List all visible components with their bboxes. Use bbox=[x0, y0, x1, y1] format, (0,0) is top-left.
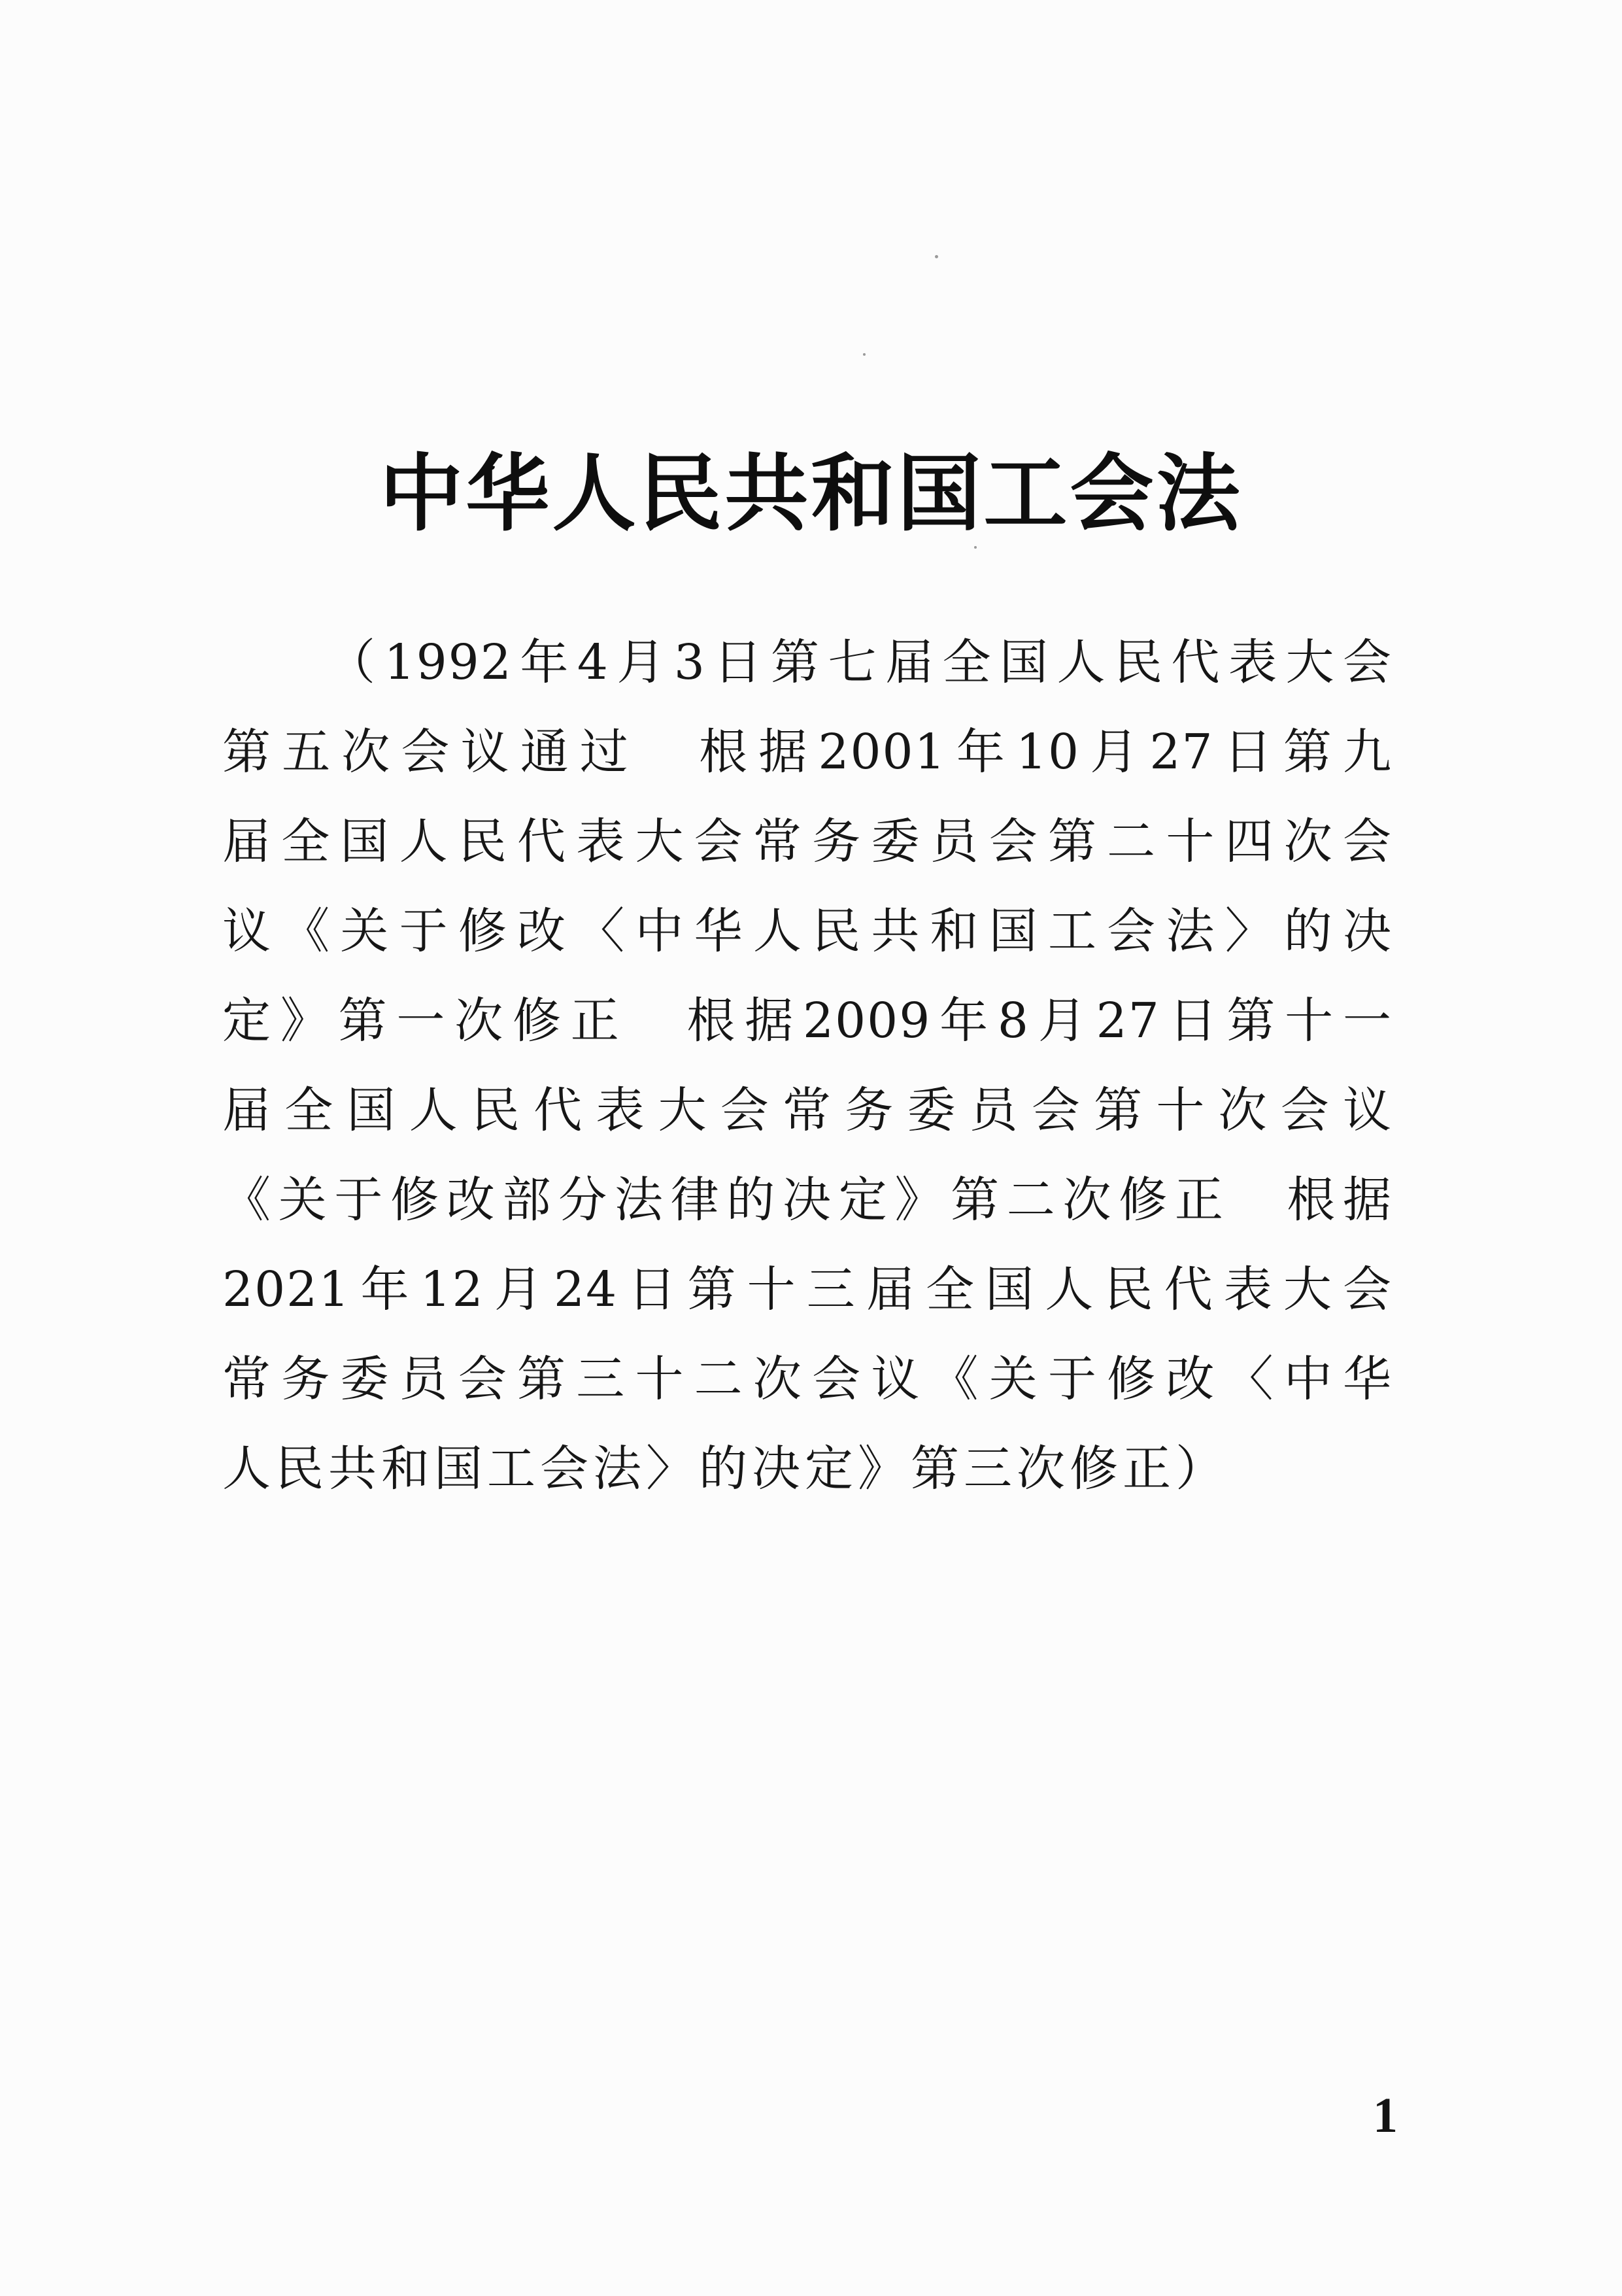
amendment-history bbox=[222, 618, 1393, 1514]
history-line: 议《关于修改〈中华人民共和国工会法〉的决 bbox=[222, 903, 1393, 959]
history-line: 届全国人民代表大会常务委员会第二十四次会 bbox=[222, 814, 1393, 870]
history-line: 届全国人民代表大会常务委员会第十次会议 bbox=[222, 1082, 1393, 1139]
page-number: 1 bbox=[1373, 2088, 1398, 2143]
history-line: 常务委员会第三十二次会议《关于修改〈中华 bbox=[222, 1351, 1393, 1407]
scan-speck bbox=[863, 353, 866, 356]
history-line: 定》第一次修正 根据2009年8月27日第十一 bbox=[222, 993, 1393, 1049]
history-line: （1992年4月3日第七届全国人民代表大会 bbox=[327, 634, 1393, 691]
history-line: 人民共和国工会法〉的决定》第三次修正） bbox=[222, 1441, 1228, 1497]
history-line: 2021年12月24日第十三届全国人民代表大会 bbox=[222, 1261, 1393, 1318]
history-line: 第五次会议通过 根据2001年10月27日第九 bbox=[222, 724, 1393, 780]
scan-speck bbox=[935, 255, 938, 258]
law-title: 中华人民共和国工会法 bbox=[379, 445, 1243, 543]
history-line: 《关于修改部分法律的决定》第二次修正 根据 bbox=[222, 1172, 1393, 1228]
